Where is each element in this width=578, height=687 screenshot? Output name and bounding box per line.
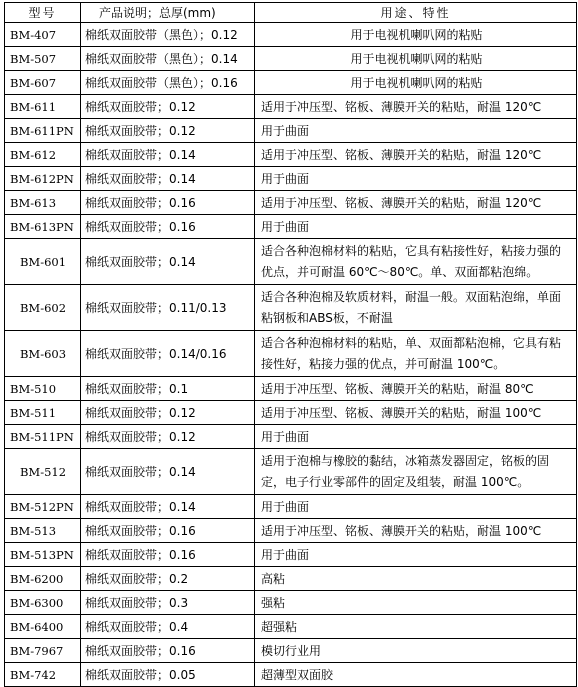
table-row — [5, 543, 577, 567]
usage-cell: 超强粘 — [255, 615, 577, 639]
model-cell: BM-611 — [5, 95, 81, 119]
product-cell: 棉纸双面胶带；0.05 — [81, 663, 255, 687]
table-row — [5, 591, 577, 615]
usage-cell: 适用于冲压型、铭板、薄膜开关的粘贴，耐温 120℃ — [255, 95, 577, 119]
product-cell: 棉纸双面胶带；0.14 — [81, 449, 255, 495]
table-row — [5, 285, 577, 331]
product-cell: 棉纸双面胶带（黑色）；0.12 — [81, 23, 255, 47]
product-cell: 棉纸双面胶带；0.16 — [81, 639, 255, 663]
usage-cell: 适用于冲压型、铭板、薄膜开关的粘贴，耐温 80℃ — [255, 377, 577, 401]
model-cell: BM-510 — [5, 377, 81, 401]
header-usage: 用途、特性 — [255, 3, 577, 23]
model-cell: BM-601 — [5, 239, 81, 285]
model-cell: BM-613PN — [5, 215, 81, 239]
usage-cell: 超薄型双面胶 — [255, 663, 577, 687]
usage-cell: 适合各种泡棉及软质材料，耐温一般。双面粘泡绵，单面粘钢板和ABS板，不耐温 — [255, 285, 577, 331]
model-cell: BM-611PN — [5, 119, 81, 143]
table-row — [5, 191, 577, 215]
usage-cell: 用于电视机喇叭网的粘贴 — [255, 71, 577, 95]
model-cell: BM-7967 — [5, 639, 81, 663]
usage-cell: 适用于冲压型、铭板、薄膜开关的粘贴，耐温 120℃ — [255, 143, 577, 167]
product-cell: 棉纸双面胶带；0.12 — [81, 425, 255, 449]
product-cell: 棉纸双面胶带；0.16 — [81, 543, 255, 567]
model-cell: BM-511PN — [5, 425, 81, 449]
product-cell: 棉纸双面胶带；0.16 — [81, 191, 255, 215]
table-row — [5, 167, 577, 191]
table-row — [5, 663, 577, 687]
product-cell: 棉纸双面胶带；0.12 — [81, 401, 255, 425]
usage-cell: 用于电视机喇叭网的粘贴 — [255, 47, 577, 71]
usage-cell: 高粘 — [255, 567, 577, 591]
table-row — [5, 331, 577, 377]
model-cell: BM-603 — [5, 331, 81, 377]
usage-cell: 适合各种泡棉材料的粘贴，单、双面都粘泡棉，它具有粘接性好，粘接力强的优点，并可耐温 100℃。 — [255, 331, 577, 377]
product-cell: 棉纸双面胶带；0.4 — [81, 615, 255, 639]
usage-cell: 模切行业用 — [255, 639, 577, 663]
table-row — [5, 119, 577, 143]
model-cell: BM-6300 — [5, 591, 81, 615]
usage-cell: 适合各种泡棉材料的粘贴，它具有粘接性好，粘接力强的优点，并可耐温 60℃～80℃。单、双面都粘泡绵。 — [255, 239, 577, 285]
product-cell: 棉纸双面胶带；0.2 — [81, 567, 255, 591]
model-cell: BM-512PN — [5, 495, 81, 519]
table-row — [5, 95, 577, 119]
product-cell: 棉纸双面胶带；0.14 — [81, 167, 255, 191]
usage-cell: 用于曲面 — [255, 119, 577, 143]
table-row — [5, 47, 577, 71]
model-cell: BM-6400 — [5, 615, 81, 639]
product-spec-sheet — [4, 2, 576, 687]
product-cell: 棉纸双面胶带；0.16 — [81, 215, 255, 239]
model-cell: BM-407 — [5, 23, 81, 47]
table-row — [5, 401, 577, 425]
table-row — [5, 567, 577, 591]
usage-cell: 用于曲面 — [255, 215, 577, 239]
header-product: 产品说明；总厚(mm) — [81, 3, 255, 23]
usage-cell: 适用于冲压型、铭板、薄膜开关的粘贴，耐温 120℃ — [255, 191, 577, 215]
usage-cell: 用于电视机喇叭网的粘贴 — [255, 23, 577, 47]
product-cell: 棉纸双面胶带；0.12 — [81, 119, 255, 143]
model-cell: BM-612 — [5, 143, 81, 167]
usage-cell: 强粘 — [255, 591, 577, 615]
product-cell: 棉纸双面胶带（黑色）；0.14 — [81, 47, 255, 71]
model-cell: BM-513PN — [5, 543, 81, 567]
usage-cell: 适用于冲压型、铭板、薄膜开关的粘贴，耐温 100℃ — [255, 519, 577, 543]
product-cell: 棉纸双面胶带；0.11/0.13 — [81, 285, 255, 331]
usage-cell: 用于曲面 — [255, 495, 577, 519]
usage-cell: 用于曲面 — [255, 167, 577, 191]
product-cell: 棉纸双面胶带；0.14 — [81, 495, 255, 519]
model-cell: BM-613 — [5, 191, 81, 215]
usage-cell: 用于曲面 — [255, 543, 577, 567]
model-cell: BM-742 — [5, 663, 81, 687]
model-cell: BM-512 — [5, 449, 81, 495]
table-header-row — [5, 3, 577, 23]
product-cell: 棉纸双面胶带；0.14 — [81, 143, 255, 167]
table-row — [5, 639, 577, 663]
usage-cell: 用于曲面 — [255, 425, 577, 449]
table-row — [5, 615, 577, 639]
product-cell: 棉纸双面胶带；0.3 — [81, 591, 255, 615]
table-row — [5, 71, 577, 95]
table-row — [5, 449, 577, 495]
product-cell: 棉纸双面胶带（黑色）；0.16 — [81, 71, 255, 95]
model-cell: BM-507 — [5, 47, 81, 71]
model-cell: BM-602 — [5, 285, 81, 331]
model-cell: BM-6200 — [5, 567, 81, 591]
table-row — [5, 425, 577, 449]
product-cell: 棉纸双面胶带；0.12 — [81, 95, 255, 119]
model-cell: BM-513 — [5, 519, 81, 543]
model-cell: BM-607 — [5, 71, 81, 95]
table-row — [5, 215, 577, 239]
product-cell: 棉纸双面胶带；0.1 — [81, 377, 255, 401]
product-table — [4, 2, 577, 687]
table-row — [5, 495, 577, 519]
table-row — [5, 519, 577, 543]
product-cell: 棉纸双面胶带；0.14 — [81, 239, 255, 285]
table-row — [5, 143, 577, 167]
header-model: 型号 — [5, 3, 81, 23]
table-row — [5, 377, 577, 401]
table-row — [5, 23, 577, 47]
table-row — [5, 239, 577, 285]
model-cell: BM-612PN — [5, 167, 81, 191]
usage-cell: 适用于冲压型、铭板、薄膜开关的粘贴，耐温 100℃ — [255, 401, 577, 425]
usage-cell: 适用于泡棉与橡胶的黏结，冰箱蒸发器固定，铭板的固定，电子行业零部件的固定及组装，耐温 100℃。 — [255, 449, 577, 495]
model-cell: BM-511 — [5, 401, 81, 425]
product-cell: 棉纸双面胶带；0.16 — [81, 519, 255, 543]
product-cell: 棉纸双面胶带；0.14/0.16 — [81, 331, 255, 377]
